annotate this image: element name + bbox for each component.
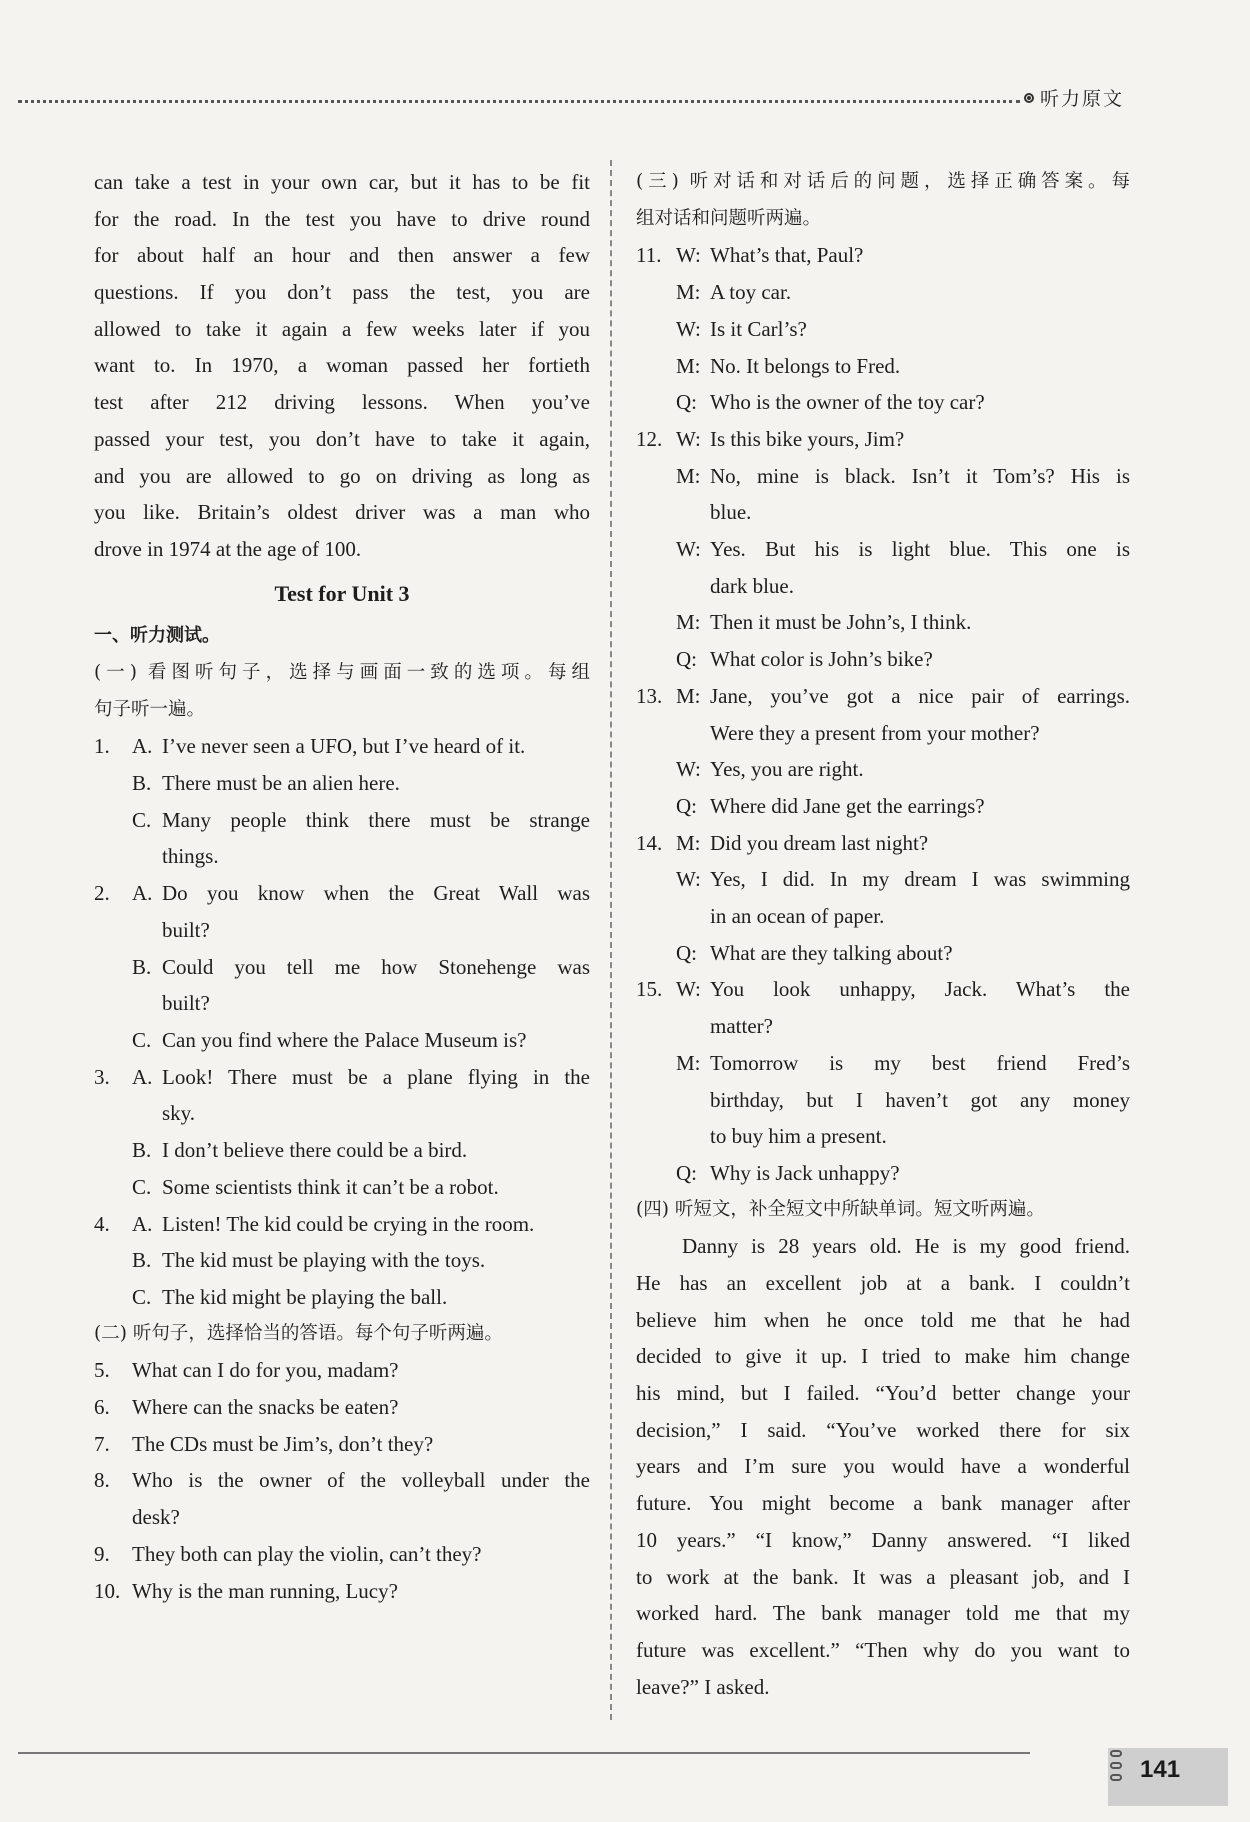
passage-line: drove in 1974 at the age of 100. [94, 536, 362, 561]
dialogue-line: Yes. But his is light blue. This one is [710, 537, 1130, 562]
part-instruction: (三) 听对话和对话后的问题，选择正确答案。每 [636, 171, 1130, 192]
question-number: 9. [94, 1541, 110, 1566]
option-b: The kid must be playing with the toys. [162, 1248, 486, 1273]
question-number: 1. [94, 734, 110, 759]
question-number: 5. [94, 1358, 110, 1383]
dialogue-line: Yes, I did. In my dream I was swimming [710, 867, 1130, 892]
passage-line: allowed to take it again a few weeks later if you [94, 316, 590, 341]
speaker-label: W: [676, 426, 701, 451]
question-number: 10. [94, 1578, 121, 1603]
speaker-label: M: [676, 830, 701, 855]
passage-line: questions. If you don’t pass the test, you are [94, 280, 590, 305]
passage-line: years and I’m sure you would have a wonderful [636, 1454, 1130, 1479]
dialogue-line: What’s that, Paul? [710, 243, 864, 268]
option-b: I don’t believe there could be a bird. [162, 1138, 468, 1163]
target-icon [1024, 93, 1034, 103]
question-7 [94, 1426, 590, 1463]
speaker-label: M: [676, 280, 701, 305]
passage-line: worked hard. The bank manager told me that my [636, 1601, 1130, 1626]
question-6 [94, 1389, 590, 1426]
speaker-label: W: [676, 537, 701, 562]
passage-line: for the road. In the test you have to drive round [94, 206, 590, 231]
passage-line: and you are allowed to go on driving as long as [94, 463, 590, 488]
question-number: 14. [636, 830, 663, 855]
dialogue-line: No. It belongs to Fred. [710, 353, 901, 378]
question-4: 4. A. Listen! The kid could be crying in the room. B. The kid must be playing with the toys. C. The kid might be playing the ball. [94, 1206, 590, 1316]
passage-line: leave?” I asked. [636, 1674, 770, 1699]
option-c: The kid might be playing the ball. [162, 1284, 448, 1309]
option-c: Can you find where the Palace Museum is? [162, 1027, 527, 1052]
dialogue-line: matter? [710, 1014, 773, 1039]
speaker-label: W: [676, 243, 701, 268]
passage-line: can take a test in your own car, but it has to be fit [94, 170, 590, 194]
option-c: Many people think there must be strange [162, 807, 590, 832]
speaker-label: M: [676, 610, 701, 635]
question-8-cont [94, 1499, 590, 1536]
question-text: They both can play the violin, can’t they? [132, 1541, 482, 1566]
dialogue-line: Were they a present from your mother? [710, 720, 1040, 745]
speaker-label: Q: [676, 390, 697, 415]
speaker-label: Q: [676, 793, 697, 818]
option-b: There must be an alien here. [162, 771, 400, 796]
dialogue-line: Tomorrow is my best friend Fred’s [710, 1050, 1130, 1075]
dialogue-13 [636, 678, 1130, 825]
speaker-label: M: [676, 1050, 701, 1075]
question-3: 3. A. Look! There must be a plane flying in the sky. B. I don’t believe there could be a bird. C. Some scientists think it can’t be a robot. [94, 1059, 590, 1206]
option-c: Some scientists think it can’t be a robot. [162, 1174, 499, 1199]
passage-line: Danny is 28 years old. He is my good friend. [682, 1234, 1130, 1259]
passage [636, 1228, 1130, 1705]
section-heading: 一、听力测试。 [94, 625, 220, 647]
question-text: Where can the snacks be eaten? [132, 1395, 399, 1420]
passage-line: He has an excellent job at a bank. I couldn’t [636, 1271, 1130, 1296]
header-title: 听力原文 [1040, 88, 1125, 110]
question-number: 2. [94, 881, 110, 906]
dialogue-line: dark blue. [710, 573, 794, 598]
unit-title: Test for Unit 3 [274, 580, 410, 606]
dialogue-line: Is it Carl’s? [710, 316, 807, 341]
dialogue-line: blue. [710, 500, 752, 525]
speaker-label: W: [676, 316, 701, 341]
dialogue-line: No, mine is black. Isn’t it Tom’s? His is [710, 463, 1130, 488]
passage-line: to work at the bank. It was a pleasant job, and I [636, 1564, 1130, 1589]
speaker-label: M: [676, 353, 701, 378]
speaker-label: Q: [676, 940, 697, 965]
speaker-label: M: [676, 463, 701, 488]
dialogue-line: Jane, you’ve got a nice pair of earrings. [710, 683, 1130, 708]
left-column [94, 164, 590, 1609]
passage-line: you like. Britain’s oldest driver was a man who [94, 500, 590, 525]
speaker-label: Q: [676, 1160, 697, 1185]
dialogue-line: to buy him a present. [710, 1124, 887, 1149]
footer-rule [18, 1752, 1030, 1754]
dialogue-15 [636, 971, 1130, 1191]
question-1: 1. A. I’ve never seen a UFO, but I’ve heard of it. B. There must be an alien here. C. Many people think there must be strange things. [94, 728, 590, 875]
dialogue-question: What are they talking about? [710, 940, 953, 965]
passage-line: test after 212 driving lessons. When you’ve [94, 390, 590, 415]
speaker-label: Q: [676, 647, 697, 672]
dialogue-line: Did you dream last night? [710, 830, 929, 855]
passage-line: believe him when he once told me that he had [636, 1307, 1130, 1332]
dialogue-line: You look unhappy, Jack. What’s the [710, 977, 1130, 1002]
part-instruction: 组对话和问题听两遍。 [636, 207, 822, 229]
passage-line: his mind, but I failed. “You’d better change your [636, 1381, 1130, 1406]
page-number: 141 [1140, 1756, 1181, 1783]
right-column [636, 164, 1130, 1705]
question-number: 3. [94, 1064, 110, 1089]
passage-line: decided to give it up. I tried to make him change [636, 1344, 1130, 1369]
question-text: What can I do for you, madam? [132, 1358, 399, 1383]
passage-line: want to. In 1970, a woman passed her fortieth [94, 353, 590, 378]
speaker-label: M: [676, 683, 701, 708]
header-dotted-rule [18, 100, 1020, 103]
question-number: 12. [636, 426, 663, 451]
question-number: 13. [636, 683, 663, 708]
dialogue-line: birthday, but I haven’t got any money [710, 1087, 1130, 1112]
dialogue-line: Then it must be John’s, I think. [710, 610, 972, 635]
question-9 [94, 1536, 590, 1573]
question-number: 15. [636, 977, 663, 1002]
question-number: 7. [94, 1431, 110, 1456]
question-8 [94, 1462, 590, 1499]
question-text: desk? [132, 1505, 180, 1530]
dialogue-14 [636, 825, 1130, 972]
dialogue-line: in an ocean of paper. [710, 904, 885, 929]
passage-line: future. You might become a bank manager after [636, 1491, 1130, 1516]
question-2: 2. A. Do you know when the Great Wall was built? B. Could you tell me how Stonehenge was built? C. Can you find where the Palace Museum is? [94, 875, 590, 1059]
dialogue-line: Yes, you are right. [710, 757, 864, 782]
speaker-label: W: [676, 977, 701, 1002]
column-divider [610, 160, 612, 1720]
question-number: 11. [636, 243, 662, 268]
option-a-cont: sky. [162, 1101, 196, 1126]
option-c-cont: things. [162, 844, 219, 869]
question-text: Why is the man running, Lucy? [132, 1578, 398, 1603]
dialogue-question: Where did Jane get the earrings? [710, 793, 985, 818]
speaker-label: W: [676, 757, 701, 782]
question-number: 6. [94, 1395, 110, 1420]
option-a-cont: built? [162, 917, 210, 942]
option-a: Do you know when the Great Wall was [162, 881, 590, 906]
passage-line: decision,” I said. “You’ve worked there for six [636, 1417, 1130, 1442]
dialogue-11 [636, 237, 1130, 421]
dialogue-question: Why is Jack unhappy? [710, 1160, 900, 1185]
question-10 [94, 1573, 590, 1610]
passage-line: future was excellent.” “Then why do you want to [636, 1637, 1130, 1662]
binding-rings-icon [1110, 1750, 1124, 1786]
option-b-cont: built? [162, 991, 210, 1016]
running-header [1024, 84, 1124, 111]
passage-line: 10 years.” “I know,” Danny answered. “I liked [636, 1527, 1130, 1552]
dialogue-question: Who is the owner of the toy car? [710, 390, 985, 415]
intro-passage [94, 164, 590, 568]
dialogue-question: What color is John’s bike? [710, 647, 933, 672]
part-instruction: (二) 听句子，选择恰当的答语。每个句子听两遍。 [94, 1322, 503, 1344]
option-a: Look! There must be a plane flying in the [162, 1064, 590, 1089]
dialogue-line: A toy car. [710, 280, 792, 305]
question-5 [94, 1352, 590, 1389]
speaker-label: W: [676, 867, 701, 892]
option-a: Listen! The kid could be crying in the room. [162, 1211, 535, 1236]
dialogue-line: Is this bike yours, Jim? [710, 426, 905, 451]
passage-line: for about half an hour and then answer a few [94, 243, 590, 268]
option-b: Could you tell me how Stonehenge was [162, 954, 590, 979]
part-instruction: (四) 听短文，补全短文中所缺单词。短文听两遍。 [636, 1198, 1045, 1220]
passage-line: passed your test, you don’t have to take it again, [94, 426, 590, 451]
option-a: I’ve never seen a UFO, but I’ve heard of it. [162, 734, 526, 759]
dialogue-12 [636, 421, 1130, 678]
question-number: 4. [94, 1211, 110, 1236]
part-instruction: (一) 看图听句子，选择与画面一致的选项。每组 [94, 661, 590, 683]
question-text: The CDs must be Jim’s, don’t they? [132, 1431, 434, 1456]
part-instruction: 句子听一遍。 [94, 698, 206, 720]
question-text: Who is the owner of the volleyball under the [132, 1468, 590, 1493]
question-number: 8. [94, 1468, 110, 1493]
